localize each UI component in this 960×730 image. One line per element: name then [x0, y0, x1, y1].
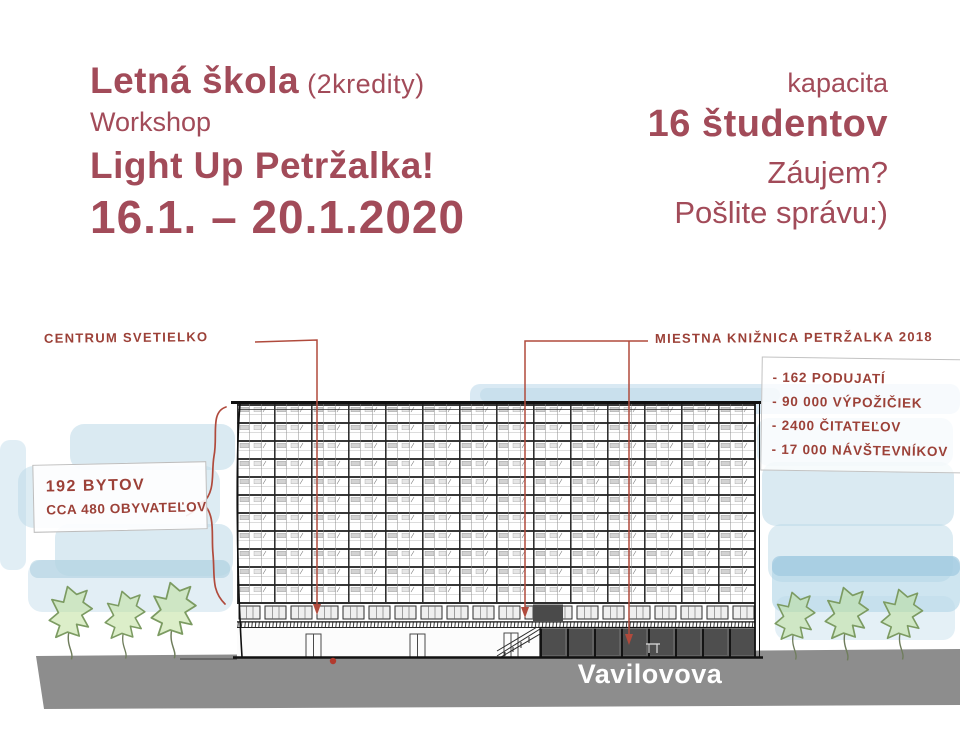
title-suffix: (2kredity) — [307, 69, 425, 99]
sketch-area — [0, 320, 960, 730]
capacity-value: 16 študentov — [647, 103, 888, 145]
building-facade — [180, 402, 763, 659]
capacity-label: kapacita — [787, 68, 888, 98]
workshop-line: Workshop — [90, 107, 212, 137]
interest-question: Záujem? — [767, 155, 888, 190]
header-right-block — [648, 70, 888, 228]
title-line — [90, 62, 465, 99]
header-left-block — [90, 60, 466, 243]
stat-line: - 17 000 NÁVŠTEVNÍKOV — [771, 441, 949, 460]
stat-line: - 90 000 VÝPOŽIČIEK — [772, 393, 923, 411]
residents-box — [32, 461, 207, 533]
stat-line: - 162 PODUJATÍ — [772, 369, 886, 387]
resident-line: 192 BYTOV — [45, 476, 146, 496]
cta-line: Pošlite správu:) — [674, 195, 888, 230]
library-stats-box — [760, 357, 960, 474]
stat-line: - 2400 ČITATEĽOV — [771, 417, 902, 435]
centrum-label: CENTRUM SVETIELKO — [43, 329, 209, 346]
street-name-label: Vavilovova — [577, 659, 723, 689]
event-name-line: Light Up Petržalka! — [90, 145, 435, 186]
resident-line: CCA 480 OBYVATEĽOV — [46, 499, 207, 518]
dates-line: 16.1. – 20.1.2020 — [90, 191, 466, 243]
library-label: MIESTNA KNIŽNICA PETRŽALKA 2018 — [654, 329, 933, 346]
title-text: Letná škola — [90, 60, 300, 101]
red-dot — [330, 658, 336, 664]
